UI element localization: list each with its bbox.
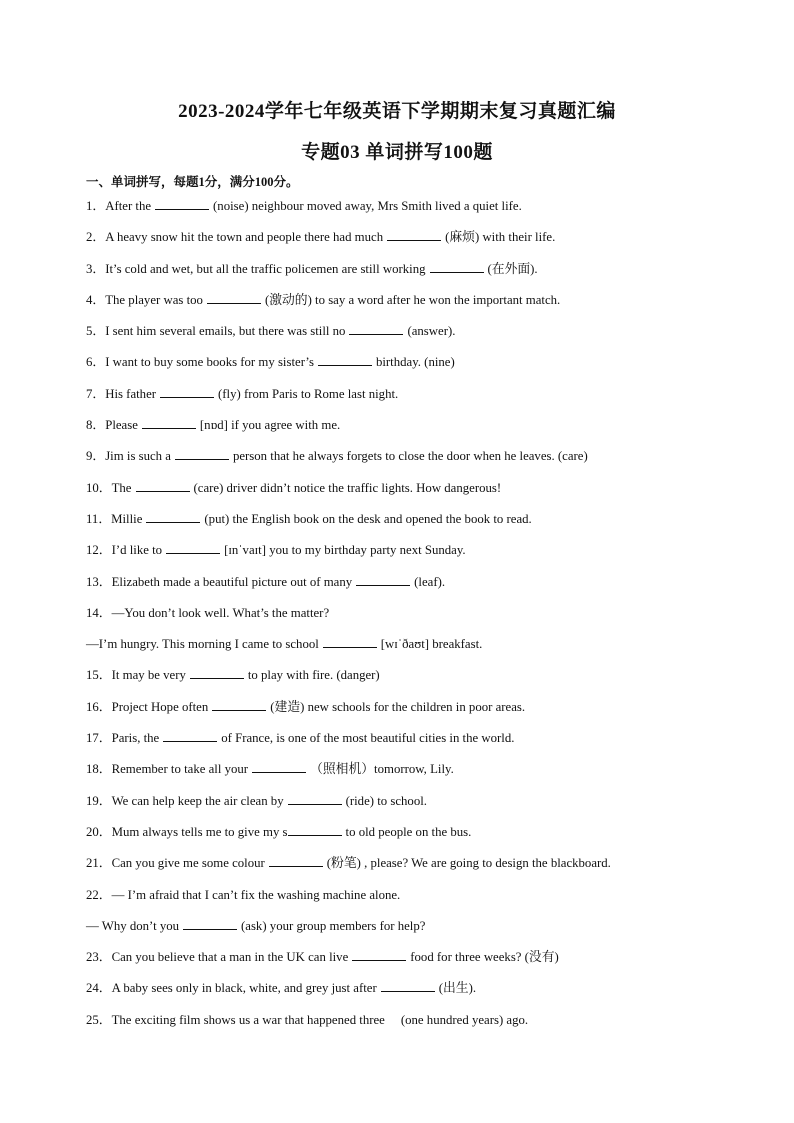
question-text-before: The exciting film shows us a war that happened three — [111, 1012, 385, 1027]
question-text-after: (answer). — [407, 324, 456, 339]
question-item — [86, 478, 726, 509]
question-item — [86, 853, 726, 884]
question-text-after: (建造) new schools for the children in poor areas. — [270, 699, 526, 714]
question-item — [86, 509, 726, 540]
question-number: 23． — [86, 950, 112, 965]
answer-blank[interactable] — [349, 322, 403, 335]
answer-blank[interactable] — [269, 854, 323, 867]
question-text-after: (one hundred years) ago. — [400, 1012, 529, 1027]
question-text-before: Jim is such a — [105, 449, 171, 464]
question-text-after: (激动的) to say a word after he won the important match. — [264, 292, 561, 307]
question-number: 2． — [86, 230, 106, 245]
question-text-before: It may be very — [111, 668, 186, 683]
answer-blank[interactable] — [212, 698, 266, 711]
answer-blank[interactable] — [323, 635, 377, 648]
question-text-before: Project Hope often — [111, 699, 209, 714]
answer-blank[interactable] — [146, 510, 200, 523]
question-text-before: Can you give me some colour — [111, 856, 265, 871]
answer-blank[interactable] — [190, 666, 244, 679]
question-text-after: to play with fire. (danger) — [247, 668, 380, 683]
question-text-before: I sent him several emails, but there was still no — [105, 324, 346, 339]
question-item — [86, 384, 726, 415]
question-text-after: (在外面). — [487, 261, 538, 276]
question-item — [86, 822, 726, 853]
answer-blank[interactable] — [387, 228, 441, 241]
question-text-before: Remember to take all your — [111, 762, 249, 777]
question-number: 4． — [86, 292, 106, 307]
question-number: 7． — [86, 386, 106, 401]
question-text-after: person that he always forgets to close the door when he leaves. (care) — [232, 449, 588, 464]
question-text-before: The player was too — [105, 292, 203, 307]
question-item — [86, 572, 726, 603]
question-item — [86, 603, 726, 634]
question-item — [86, 728, 726, 759]
answer-blank[interactable] — [166, 541, 220, 554]
question-item — [86, 540, 726, 571]
question-number: 22． — [86, 887, 112, 902]
question-item — [86, 885, 726, 916]
question-number: 13． — [86, 574, 112, 589]
question-number: 15． — [86, 668, 112, 683]
question-text-after: (ride) to school. — [345, 793, 427, 808]
question-text-after: （照相机）tomorrow, Lily. — [310, 762, 454, 777]
question-number: 9． — [86, 449, 106, 464]
question-item — [86, 196, 726, 227]
question-text-before: Please — [105, 418, 138, 433]
question-text-before: A heavy snow hit the town and people there had much — [105, 230, 384, 245]
answer-blank[interactable] — [207, 291, 261, 304]
question-text-after: (ask) your group members for help? — [241, 918, 426, 933]
question-text-after: (put) the English book on the desk and opened the book to read. — [204, 511, 532, 526]
answer-blank[interactable] — [288, 792, 342, 805]
question-text-before: — I’m afraid that I can’t fix the washing machine alone. — [111, 887, 401, 902]
question-number: 18． — [86, 762, 112, 777]
question-text-after: birthday. (nine) — [375, 355, 455, 370]
section-heading: 一、单词拼写，每题1分，满分100分。 — [86, 175, 299, 189]
question-item — [86, 227, 726, 258]
question-text-after: food for three weeks? (没有) — [410, 950, 559, 965]
question-text-before: The — [111, 480, 132, 495]
answer-blank[interactable] — [381, 979, 435, 992]
question-text-after: [wɪˈðaʊt] breakfast. — [380, 637, 483, 652]
question-text-before: — Why don’t you — [86, 918, 180, 933]
question-number: 5． — [86, 324, 106, 339]
question-text-before: Millie — [111, 511, 143, 526]
question-number: 17． — [86, 731, 112, 746]
question-item — [86, 259, 726, 290]
question-text-before: It’s cold and wet, but all the traffic policemen are still working — [105, 261, 426, 276]
question-item — [86, 665, 726, 696]
answer-blank[interactable] — [183, 917, 237, 930]
question-item — [86, 446, 726, 477]
question-text-before: His father — [105, 386, 157, 401]
question-text-after: [ɪnˈvaɪt] you to my birthday party next Sunday. — [224, 543, 466, 558]
question-item — [86, 759, 726, 790]
question-item — [86, 321, 726, 352]
question-item-continued — [86, 916, 726, 947]
question-text-after: (粉笔) , please? We are going to design the blackboard. — [326, 856, 611, 871]
question-text-after: to old people on the bus. — [345, 824, 472, 839]
question-item-continued — [86, 634, 726, 665]
question-number: 12． — [86, 543, 112, 558]
question-item — [86, 1010, 726, 1041]
question-text-after: (noise) neighbour moved away, Mrs Smith lived a quiet life. — [213, 199, 522, 213]
question-number: 6． — [86, 355, 106, 370]
answer-blank[interactable] — [352, 948, 406, 961]
question-item — [86, 352, 726, 383]
question-number: 24． — [86, 981, 112, 996]
question-text-after: (fly) from Paris to Rome last night. — [218, 386, 399, 401]
question-text-after: (出生). — [438, 981, 477, 996]
question-item — [86, 697, 726, 728]
question-number: 11． — [86, 511, 112, 526]
question-text-before: Elizabeth made a beautiful picture out of many — [111, 574, 353, 589]
answer-blank[interactable] — [288, 823, 342, 836]
question-number: 16． — [86, 699, 112, 714]
question-text-before: I’d like to — [111, 543, 163, 558]
question-text-after: (care) driver didn’t notice the traffic lights. How dangerous! — [193, 480, 502, 495]
question-text-before: A baby sees only in black, white, and grey just after — [111, 981, 377, 996]
question-number: 3． — [86, 261, 106, 276]
answer-blank[interactable] — [155, 197, 209, 210]
question-text-before: Paris, the — [111, 731, 160, 746]
question-number: 25． — [86, 1012, 112, 1027]
answer-blank[interactable] — [163, 729, 217, 742]
question-text-after: of France, is one of the most beautiful cities in the world. — [221, 731, 515, 746]
question-number: 1． — [86, 199, 106, 213]
question-text-before: —You don’t look well. What’s the matter? — [111, 605, 330, 620]
question-number: 21． — [86, 856, 112, 871]
answer-blank[interactable] — [430, 260, 484, 273]
answer-blank[interactable] — [318, 353, 372, 366]
question-text-after: (麻烦) with their life. — [445, 230, 556, 245]
question-text-before: After the — [105, 199, 152, 213]
document-title: 2023-2024学年七年级英语下学期期末复习真题汇编 — [178, 101, 616, 122]
question-number: 14． — [86, 605, 112, 620]
question-text-before: Mum always tells me to give my s — [111, 824, 288, 839]
question-list — [86, 196, 726, 1041]
question-item — [86, 947, 726, 978]
document-subtitle: 专题03 单词拼写100题 — [301, 142, 493, 163]
question-text-after: (leaf). — [414, 574, 446, 589]
question-text-after: [nɒd] if you agree with me. — [199, 418, 341, 433]
question-number: 20． — [86, 824, 112, 839]
question-text-before: We can help keep the air clean by — [111, 793, 284, 808]
question-number: 19． — [86, 793, 112, 808]
answer-blank[interactable] — [160, 385, 214, 398]
question-text-before: I want to buy some books for my sister’s — [105, 355, 314, 370]
answer-blank[interactable] — [142, 416, 196, 429]
question-text-before: Can you believe that a man in the UK can live — [111, 950, 349, 965]
question-item — [86, 791, 726, 822]
answer-blank[interactable] — [175, 447, 229, 460]
question-item — [86, 415, 726, 446]
question-item — [86, 290, 726, 321]
question-text-before: —I’m hungry. This morning I came to school — [86, 637, 319, 652]
answer-blank[interactable] — [136, 479, 190, 492]
answer-blank[interactable] — [356, 573, 410, 586]
question-number: 10． — [86, 480, 112, 495]
answer-blank[interactable] — [252, 760, 306, 773]
question-number: 8． — [86, 418, 106, 433]
question-item — [86, 978, 726, 1009]
